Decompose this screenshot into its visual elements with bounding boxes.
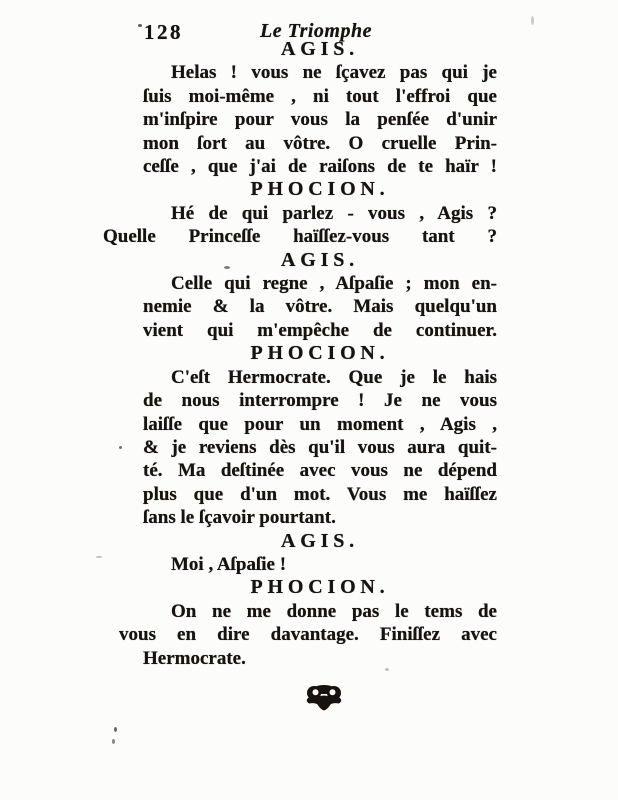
speaker-heading: PHOCION.: [250, 576, 390, 599]
speaker-heading: PHOCION.: [250, 342, 390, 365]
page-number: 128: [144, 20, 183, 44]
text-line: Quelle Princeſſe haïſſez-vous tant ?: [103, 226, 497, 248]
text-line: ſans le ſçavoir pourtant.: [143, 507, 336, 529]
scan-speck: [112, 739, 115, 744]
text-line: Celle qui regne , Aſpaſie ; mon en-: [171, 273, 497, 295]
text-line: Moi , Aſpaſie !: [171, 553, 287, 575]
text-line: Hé de qui parlez - vous , Agis ?: [171, 202, 497, 224]
fleuron-ornament-icon: [301, 685, 347, 713]
text-column: [103, 38, 497, 670]
speaker-heading: AGIS.: [281, 248, 359, 271]
text-line: m'inſpire pour vous la penſée d'unir: [143, 109, 497, 131]
text-line: de nous interrompre ! Je ne vous: [143, 390, 497, 412]
text-line: & je reviens dès qu'il vous aura quit-: [143, 436, 497, 458]
text-line: laiſſe que pour un moment , Agis ,: [143, 413, 497, 435]
text-line: té. Ma deſtinée avec vous ne dépend: [143, 460, 497, 482]
text-line: vient qui m'empêche de continuer.: [143, 319, 497, 341]
text-line: mon ſort au vôtre. O cruelle Prin-: [143, 132, 497, 154]
scan-speck: [119, 446, 122, 449]
text-line: On ne me donne pas le tems de: [171, 600, 497, 622]
text-line: Hermocrate.: [143, 647, 246, 669]
scan-speck: [114, 727, 117, 732]
scan-speck: [224, 266, 230, 269]
speaker-heading: AGIS.: [281, 529, 359, 552]
scan-speck: [531, 16, 534, 25]
text-line: nemie & la vôtre. Mais quelqu'un: [143, 296, 497, 318]
text-line: plus que d'un mot. Vous me haïſſez: [143, 483, 497, 505]
running-title: Le Triomphe: [260, 20, 372, 42]
text-line: ſuis moi-même , ni tout l'effroi que: [143, 85, 497, 107]
text-line: Helas ! vous ne ſçavez pas qui je: [171, 62, 497, 84]
speaker-heading: AGIS.: [281, 38, 359, 60]
scan-speck: [96, 556, 102, 558]
scan-speck: [138, 24, 142, 27]
speaker-heading: PHOCION.: [250, 178, 390, 201]
text-line: C'eſt Hermocrate. Que je le hais: [171, 366, 497, 388]
scan-speck: [385, 668, 389, 671]
text-line: ceſſe , que j'ai de raiſons de te haïr !: [143, 156, 497, 178]
text-line: vous en dire davantage. Finiſſez avec: [119, 624, 497, 646]
